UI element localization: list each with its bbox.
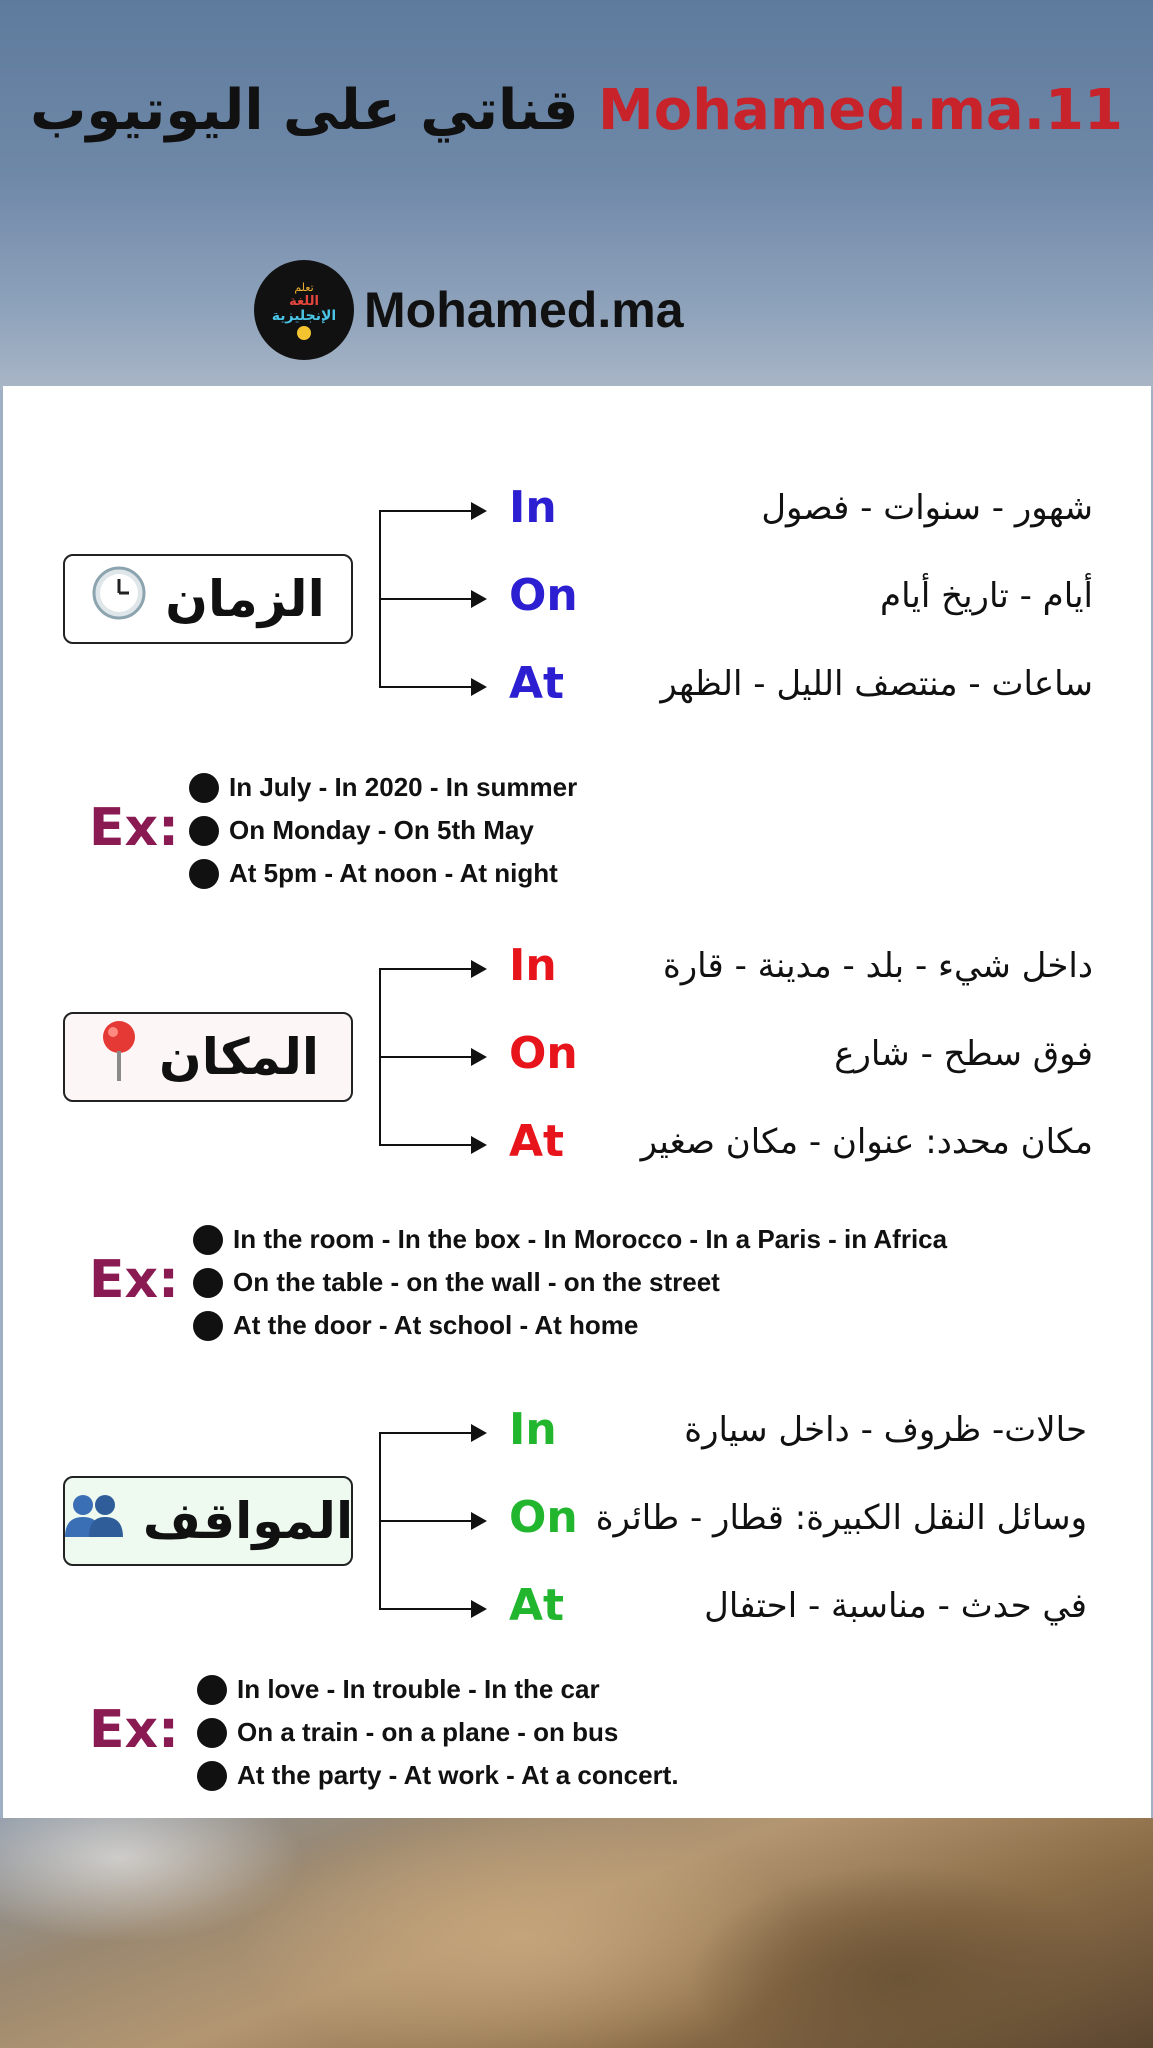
bulb-icon — [297, 326, 311, 340]
prep-at: At — [509, 1580, 565, 1631]
prep-on: On — [509, 1492, 578, 1543]
example-line — [193, 1310, 638, 1341]
example-line — [197, 1674, 600, 1705]
example-text: At the door - At school - At home — [233, 1310, 639, 1340]
example-line — [197, 1717, 618, 1748]
example-line — [189, 858, 558, 889]
arrow — [379, 1520, 483, 1522]
arrow — [379, 1432, 483, 1434]
rule-desc: شهور - سنوات - فصول — [761, 488, 1093, 528]
arrow — [379, 686, 483, 688]
ex-label: Ex: — [89, 1700, 179, 1760]
page-title — [0, 78, 1153, 143]
content-card — [3, 386, 1151, 1820]
clock-icon — [91, 565, 147, 633]
bullet-dot — [193, 1311, 223, 1341]
pin-icon — [97, 1019, 141, 1095]
bullet-dot — [189, 773, 219, 803]
example-text: In love - In trouble - In the car — [237, 1674, 600, 1704]
logo-line-3: الإنجليزية — [271, 307, 337, 324]
rock-background — [0, 1818, 1153, 2048]
arrow — [379, 510, 483, 512]
arrow — [379, 1608, 483, 1610]
category-label: الزمان — [165, 570, 325, 628]
prep-on: On — [509, 570, 578, 621]
example-line — [197, 1760, 679, 1791]
rule-desc: ساعات - منتصف الليل - الظهر — [660, 664, 1093, 704]
rule-desc: أيام - تاريخ أيام — [880, 576, 1093, 616]
bullet-dot — [197, 1761, 227, 1791]
title-channel: Mohamed.ma.11 — [598, 78, 1123, 143]
rule-desc: فوق سطح - شارع — [834, 1034, 1093, 1074]
category-label: المكان — [159, 1028, 319, 1086]
example-text: In the room - In the box - In Morocco - In a Paris - in Africa — [233, 1224, 948, 1254]
rule-desc: مكان محدد: عنوان - مكان صغير — [640, 1122, 1093, 1162]
prep-at: At — [509, 658, 565, 709]
channel-logo — [254, 260, 354, 360]
rule-desc: داخل شيء - بلد - مدينة - قارة — [662, 946, 1093, 986]
brand — [254, 258, 684, 362]
arrow — [379, 1056, 483, 1058]
example-line — [189, 772, 577, 803]
example-text: In July - In 2020 - In summer — [229, 772, 578, 802]
prep-at: At — [509, 1116, 565, 1167]
ex-label: Ex: — [89, 798, 179, 858]
example-text: On the table - on the wall - on the street — [233, 1267, 720, 1297]
rule-desc: وسائل النقل الكبيرة: قطار - طائرة — [595, 1498, 1087, 1538]
ex-label: Ex: — [89, 1250, 179, 1310]
brand-name: Mohamed.ma — [364, 282, 684, 338]
bullet-dot — [197, 1675, 227, 1705]
logo-line-1: تعلم — [294, 280, 314, 294]
category-place — [63, 1012, 353, 1102]
category-label: المواقف — [142, 1492, 354, 1550]
arrow — [379, 598, 483, 600]
example-line — [193, 1224, 947, 1255]
rule-desc: في حدث - مناسبة - احتفال — [704, 1586, 1087, 1626]
category-situations — [63, 1476, 353, 1566]
example-text: On Monday - On 5th May — [229, 815, 534, 845]
example-text: At 5pm - At noon - At night — [229, 858, 558, 888]
bullet-dot — [189, 816, 219, 846]
example-line — [189, 815, 534, 846]
bullet-dot — [193, 1225, 223, 1255]
rule-desc: حالات- ظروف - داخل سيارة — [684, 1410, 1087, 1450]
bullet-dot — [189, 859, 219, 889]
prep-in: In — [509, 1404, 557, 1455]
arrow — [379, 1144, 483, 1146]
category-time — [63, 554, 353, 644]
arrow — [379, 968, 483, 970]
logo-line-2: اللغة — [289, 293, 319, 309]
example-line — [193, 1267, 720, 1298]
people-icon — [63, 1491, 125, 1551]
example-text: At the party - At work - At a concert. — [237, 1760, 679, 1790]
prep-in: In — [509, 940, 557, 991]
example-text: On a train - on a plane - on bus — [237, 1717, 619, 1747]
prep-on: On — [509, 1028, 578, 1079]
bullet-dot — [193, 1268, 223, 1298]
prep-in: In — [509, 482, 557, 533]
bullet-dot — [197, 1718, 227, 1748]
title-arabic: قناتي على اليوتيوب — [30, 78, 579, 143]
